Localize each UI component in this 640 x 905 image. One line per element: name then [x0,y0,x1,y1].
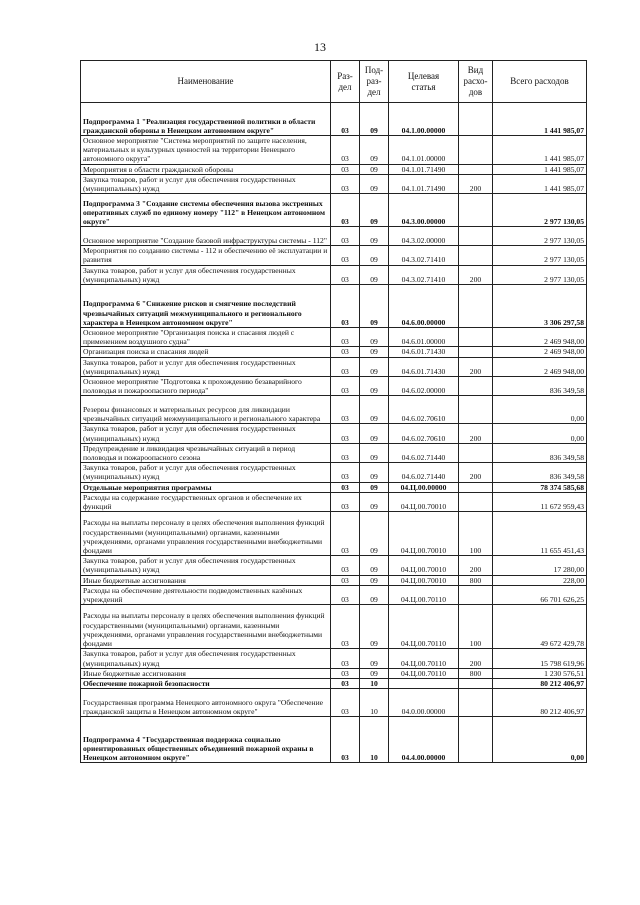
table-cell-podrazdel: 09 [360,194,389,227]
table-cell-podrazdel: 09 [360,227,389,246]
table-cell-vid: 200 [459,174,493,193]
header-total: Всего расходов [493,61,587,103]
table-cell-target: 04.6.02.71440 [389,443,459,462]
table-cell-podrazdel: 10 [360,717,389,763]
table-cell-total: 0,00 [493,424,587,443]
table-cell-vid [459,377,493,396]
table-cell-total: 836 349,58 [493,443,587,462]
table-cell-razdel: 03 [331,265,360,284]
table-cell-total: 228,00 [493,575,587,585]
table-cell-razdel: 03 [331,424,360,443]
table-cell-name: Подпрограмма 3 "Создание системы обеспечения вызова экстренных оперативных служб по единому номеру "112" в Ненецком автономном округе" [81,194,331,227]
header-name: Наименование [81,61,331,103]
table-cell-target: 04.Ц.00.70010 [389,575,459,585]
table-cell-podrazdel: 09 [360,482,389,492]
table-cell-total: 0,00 [493,717,587,763]
table-cell-podrazdel: 09 [360,585,389,604]
table-cell-target: 04.4.00.00000 [389,717,459,763]
table-cell-podrazdel: 09 [360,103,389,136]
table-cell-total: 2 977 130,05 [493,227,587,246]
table-cell-vid: 200 [459,556,493,575]
table-cell-vid [459,585,493,604]
table-cell-total: 2 977 130,05 [493,194,587,227]
table-row [81,396,587,424]
table-cell-total: 0,00 [493,396,587,424]
table-cell-podrazdel: 09 [360,396,389,424]
table-cell-total: 2 977 130,05 [493,265,587,284]
table-cell-podrazdel: 09 [360,136,389,165]
table-cell-podrazdel: 09 [360,377,389,396]
table-row [81,512,587,556]
table-cell-target: 04.Ц.00.70110 [389,649,459,668]
table-row [81,605,587,649]
table-cell-target: 04.6.01.00000 [389,328,459,347]
table-cell-podrazdel: 09 [360,357,389,376]
table-cell-razdel: 03 [331,103,360,136]
table-cell-razdel: 03 [331,377,360,396]
table-cell-target: 04.Ц.00.00000 [389,482,459,492]
table-body [81,103,587,763]
table-cell-podrazdel: 09 [360,463,389,482]
table-row [81,357,587,376]
table-cell-name: Мероприятия по созданию системы - 112 и обеспечению её эксплуатации и развития [81,246,331,265]
table-cell-name: Отдельные мероприятия программы [81,482,331,492]
page-number: 13 [314,40,326,54]
table-cell-target: 04.1.01.71490 [389,164,459,174]
table-cell-target: 04.3.00.00000 [389,194,459,227]
table-cell-podrazdel: 09 [360,575,389,585]
table-cell-vid [459,396,493,424]
table-cell-razdel: 03 [331,482,360,492]
table-cell-vid: 800 [459,575,493,585]
table-cell-target: 04.3.02.00000 [389,227,459,246]
table-cell-name: Обеспечение пожарной безопасности [81,678,331,688]
table-row [81,717,587,763]
table-cell-target: 04.6.02.70610 [389,424,459,443]
table-cell-podrazdel: 09 [360,285,389,328]
table-cell-total: 1 441 985,07 [493,136,587,165]
table-cell-razdel: 03 [331,575,360,585]
table-cell-vid: 200 [459,424,493,443]
table-cell-razdel: 03 [331,443,360,462]
table-cell-razdel: 03 [331,668,360,678]
table-cell-razdel: 03 [331,649,360,668]
table-cell-name: Основное мероприятие "Система мероприятий по защите населения, материальных и культурных ценностей на территории Ненецкого автономного округа" [81,136,331,165]
table-cell-vid [459,227,493,246]
table-cell-name: Мероприятия в области гражданской обороны [81,164,331,174]
table-cell-podrazdel: 09 [360,649,389,668]
table-cell-razdel: 03 [331,605,360,649]
table-cell-target: 04.6.02.00000 [389,377,459,396]
table-cell-total: 2 469 948,00 [493,328,587,347]
table-cell-vid [459,689,493,717]
table-cell-name: Закупка товаров, работ и услуг для обеспечения государственных (муниципальных) нужд [81,649,331,668]
budget-table [80,60,587,763]
table-header-row [81,61,587,103]
table-cell-podrazdel: 09 [360,492,389,511]
table-cell-vid [459,482,493,492]
table-cell-podrazdel: 09 [360,347,389,357]
table-row [81,194,587,227]
table-cell-target: 04.1.01.71490 [389,174,459,193]
table-row [81,377,587,396]
table-row [81,443,587,462]
table-cell-total: 80 212 406,97 [493,678,587,688]
table-cell-target: 04.Ц.00.70010 [389,512,459,556]
table-cell-podrazdel: 09 [360,605,389,649]
table-cell-vid: 100 [459,605,493,649]
table-cell-name: Основное мероприятие "Подготовка к прохождению безаварийного половодья и пожароопасного периода" [81,377,331,396]
table-cell-vid: 200 [459,463,493,482]
table-cell-name: Подпрограмма 4 "Государственная поддержка социально ориентированных общественных объединений пожарной охраны в Ненецком автономном округе" [81,717,331,763]
table-cell-total: 836 349,58 [493,377,587,396]
table-cell-name: Подпрограмма 6 "Снижение рисков и смягчение последствий чрезвычайных ситуаций межмуниципального и регионального характера в Ненецком автономном округе" [81,285,331,328]
table-cell-razdel: 03 [331,328,360,347]
table-cell-razdel: 03 [331,396,360,424]
table-cell-vid [459,717,493,763]
table-cell-podrazdel: 09 [360,512,389,556]
table-cell-razdel: 03 [331,463,360,482]
table-cell-podrazdel: 10 [360,689,389,717]
table-cell-vid [459,678,493,688]
table-cell-razdel: 03 [331,174,360,193]
table-cell-name: Иные бюджетные ассигнования [81,575,331,585]
table-cell-razdel: 03 [331,227,360,246]
table-cell-name: Закупка товаров, работ и услуг для обеспечения государственных (муниципальных) нужд [81,463,331,482]
header-podrazdel: Под- раз- дел [360,61,389,103]
table-cell-target: 04.6.00.00000 [389,285,459,328]
table-cell-target: 04.6.02.71440 [389,463,459,482]
table-cell-total: 1 441 985,07 [493,174,587,193]
table-row [81,689,587,717]
table-cell-razdel: 03 [331,246,360,265]
table-cell-podrazdel: 10 [360,678,389,688]
table-cell-podrazdel: 09 [360,265,389,284]
table-row [81,575,587,585]
table-cell-total: 836 349,58 [493,463,587,482]
table-cell-podrazdel: 09 [360,164,389,174]
table-cell-podrazdel: 09 [360,668,389,678]
table-cell-target: 04.6.02.70610 [389,396,459,424]
table-cell-total: 1 230 576,51 [493,668,587,678]
table-row [81,347,587,357]
header-vid: Вид расхо- дов [459,61,493,103]
table-cell-target: 04.Ц.00.70010 [389,556,459,575]
table-row [81,265,587,284]
table-cell-name: Закупка товаров, работ и услуг для обеспечения государственных (муниципальных) нужд [81,357,331,376]
table-cell-target: 04.3.02.71410 [389,246,459,265]
table-cell-razdel: 03 [331,357,360,376]
table-cell-vid [459,347,493,357]
table-cell-name: Предупреждение и ликвидация чрезвычайных ситуаций в период половодья и пожароопасного сезона [81,443,331,462]
table-cell-target: 04.0.00.00000 [389,689,459,717]
table-cell-razdel: 03 [331,285,360,328]
table-cell-vid: 100 [459,512,493,556]
table-cell-razdel: 03 [331,136,360,165]
table-row [81,285,587,328]
table-cell-name: Расходы на выплаты персоналу в целях обеспечения выполнения функций государственными (муниципальными) органами, казенными учреждениями, органами управления государственными внебюджетными фондами [81,512,331,556]
table-cell-target: 04.Ц.00.70010 [389,492,459,511]
table-cell-total: 11 672 959,43 [493,492,587,511]
table-row [81,678,587,688]
table-cell-target: 04.6.01.71430 [389,357,459,376]
table-cell-podrazdel: 09 [360,424,389,443]
table-cell-razdel: 03 [331,164,360,174]
table-cell-vid [459,194,493,227]
table-cell-target: 04.1.00.00000 [389,103,459,136]
table-cell-total: 80 212 406,97 [493,689,587,717]
table-cell-vid: 200 [459,357,493,376]
table-cell-vid [459,136,493,165]
table-row [81,668,587,678]
table-row [81,164,587,174]
table-row [81,136,587,165]
table-row [81,227,587,246]
table-row [81,174,587,193]
table-cell-vid [459,246,493,265]
table-cell-target: 04.Ц.00.70110 [389,585,459,604]
table-cell-vid [459,285,493,328]
table-row [81,585,587,604]
table-cell-name: Организация поиска и спасания людей [81,347,331,357]
table-row [81,103,587,136]
table-cell-name: Основное мероприятие "Организация поиска и спасания людей с применением воздушного судна" [81,328,331,347]
table-cell-target: 04.Ц.00.70110 [389,668,459,678]
table-row [81,649,587,668]
table-cell-razdel: 03 [331,492,360,511]
table-cell-total: 1 441 985,07 [493,103,587,136]
table-cell-razdel: 03 [331,585,360,604]
table-cell-razdel: 03 [331,347,360,357]
table-cell-razdel: 03 [331,556,360,575]
table-cell-podrazdel: 09 [360,328,389,347]
table-cell-total: 49 672 429,78 [493,605,587,649]
table-cell-name: Закупка товаров, работ и услуг для обеспечения государственных (муниципальных) нужд [81,265,331,284]
table-cell-total: 2 977 130,05 [493,246,587,265]
table-cell-total: 2 469 948,00 [493,357,587,376]
table-row [81,424,587,443]
table-cell-total: 3 306 297,58 [493,285,587,328]
table-cell-name: Государственная программа Ненецкого автономного округа "Обеспечение гражданской защиты в Ненецком автономном округе" [81,689,331,717]
table-cell-name: Закупка товаров, работ и услуг для обеспечения государственных (муниципальных) нужд [81,556,331,575]
table-row [81,463,587,482]
table-row [81,246,587,265]
table-cell-podrazdel: 09 [360,443,389,462]
table-cell-total: 1 441 985,07 [493,164,587,174]
table-cell-vid [459,443,493,462]
table-cell-podrazdel: 09 [360,174,389,193]
table-cell-razdel: 03 [331,678,360,688]
table-cell-total: 2 469 948,00 [493,347,587,357]
table-cell-razdel: 03 [331,194,360,227]
table-cell-razdel: 03 [331,717,360,763]
table-cell-podrazdel: 09 [360,246,389,265]
table-cell-podrazdel: 09 [360,556,389,575]
table-row [81,328,587,347]
table-cell-total: 66 701 626,25 [493,585,587,604]
table-cell-target: 04.1.01.00000 [389,136,459,165]
table-cell-target: 04.3.02.71410 [389,265,459,284]
table-cell-name: Расходы на содержание государственных органов и обеспечение их функций [81,492,331,511]
header-target: Целевая статья [389,61,459,103]
table-row [81,492,587,511]
table-cell-razdel: 03 [331,512,360,556]
header-razdel: Раз- дел [331,61,360,103]
table-cell-name: Закупка товаров, работ и услуг для обеспечения государственных (муниципальных) нужд [81,174,331,193]
table-cell-vid: 800 [459,668,493,678]
table-cell-name: Подпрограмма 1 "Реализация государственной политики в области гражданской обороны в Ненецком автономном округе" [81,103,331,136]
table-cell-name: Закупка товаров, работ и услуг для обеспечения государственных (муниципальных) нужд [81,424,331,443]
table-cell-vid [459,492,493,511]
table-cell-vid [459,328,493,347]
table-cell-vid: 200 [459,265,493,284]
table-cell-vid [459,103,493,136]
table-cell-name: Расходы на выплаты персоналу в целях обеспечения выполнения функций государственными (муниципальными) органами, казенными учреждениями, органами управления государственными внебюджетными фондами [81,605,331,649]
table-cell-total: 17 280,00 [493,556,587,575]
table-cell-vid: 200 [459,649,493,668]
table-cell-total: 15 798 619,96 [493,649,587,668]
table-row [81,482,587,492]
table-cell-name: Резервы финансовых и материальных ресурсов для ликвидации чрезвычайных ситуаций межмуниципального и регионального характера [81,396,331,424]
table-cell-name: Основное мероприятие "Создание базовой инфраструктуры системы - 112" [81,227,331,246]
table-cell-razdel: 03 [331,689,360,717]
table-cell-total: 11 655 451,43 [493,512,587,556]
table-cell-name: Иные бюджетные ассигнования [81,668,331,678]
table-row [81,556,587,575]
table-cell-target: 04.Ц.00.70110 [389,605,459,649]
table-cell-target [389,678,459,688]
table-cell-vid [459,164,493,174]
table-cell-target: 04.6.01.71430 [389,347,459,357]
table-cell-name: Расходы на обеспечение деятельности подведомственных казённых учреждений [81,585,331,604]
table-cell-total: 78 374 585,68 [493,482,587,492]
